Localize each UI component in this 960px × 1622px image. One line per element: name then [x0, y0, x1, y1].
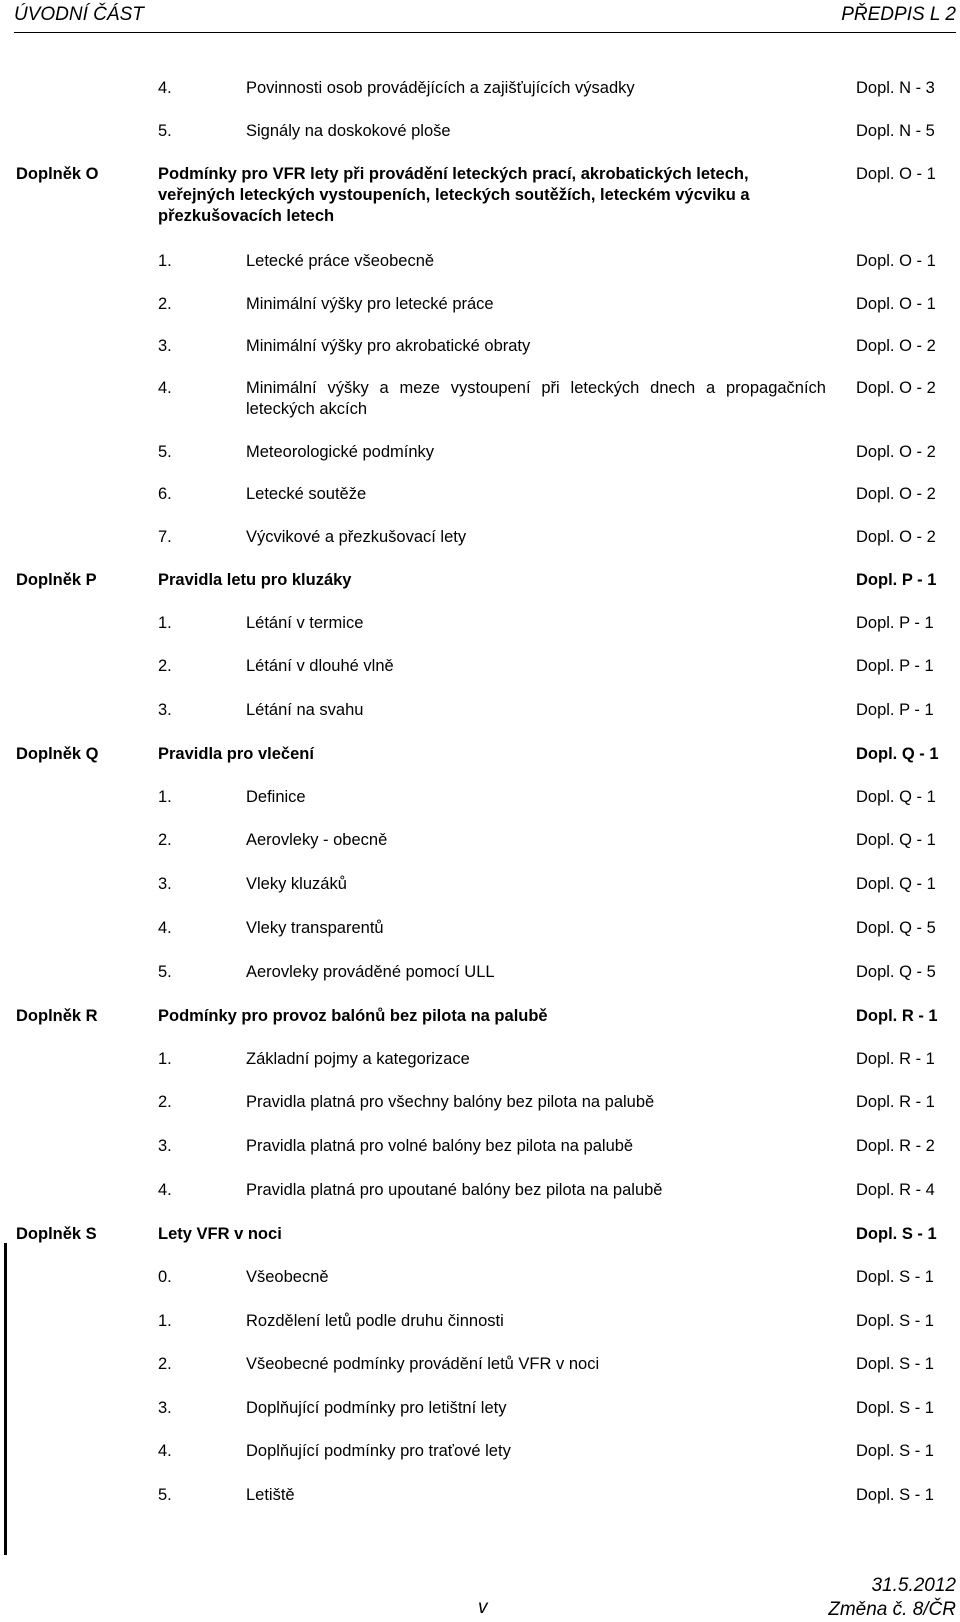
page-reference: Dopl. Q - 1	[856, 788, 936, 806]
page-reference: Dopl. O - 2	[856, 337, 936, 355]
page-reference: Dopl. Q - 1	[856, 831, 936, 849]
page-reference: Dopl. N - 3	[856, 79, 935, 97]
entry-number: 3.	[158, 1399, 172, 1417]
entry-title: Doplňující podmínky pro letištní lety	[246, 1399, 507, 1417]
entry-number: 1.	[158, 1050, 172, 1068]
page-reference: Dopl. S - 1	[856, 1486, 934, 1504]
page-reference: Dopl. Q - 1	[856, 745, 939, 763]
appendix-label: Doplněk O	[16, 165, 99, 183]
entry-number: 4.	[158, 1181, 172, 1199]
page-reference: Dopl. R - 1	[856, 1093, 935, 1111]
entry-number: 5.	[158, 122, 172, 140]
page-reference: Dopl. S - 1	[856, 1355, 934, 1373]
entry-number: 4.	[158, 919, 172, 937]
page-reference: Dopl. S - 1	[856, 1312, 934, 1330]
page-reference: Dopl. O - 2	[856, 443, 936, 461]
appendix-title: Lety VFR v noci	[158, 1225, 282, 1243]
page-reference: Dopl. S - 1	[856, 1268, 934, 1286]
entry-title: Vleky transparentů	[246, 919, 384, 937]
page-reference: Dopl. R - 2	[856, 1137, 935, 1155]
entry-title: Povinnosti osob provádějících a zajišťujících výsadky	[246, 79, 635, 97]
entry-title: Létání v dlouhé vlně	[246, 657, 394, 675]
page-reference: Dopl. S - 1	[856, 1225, 937, 1243]
appendix-title: Podmínky pro VFR lety při provádění leteckých prací, akrobatických letech, veřejných leteckých vystoupeních, leteckých soutěžích, leteckém výcviku a přezkušovacích letech	[158, 165, 750, 225]
page-reference: Dopl. O - 2	[856, 379, 936, 397]
appendix-title: Pravidla pro vlečení	[158, 745, 314, 763]
entry-number: 5.	[158, 963, 172, 981]
entry-title: Letiště	[246, 1486, 295, 1504]
entry-title: Létání na svahu	[246, 701, 364, 719]
page-reference: Dopl. O - 2	[856, 485, 936, 503]
entry-number: 2.	[158, 1355, 172, 1373]
entry-title: Pravidla platná pro upoutané balóny bez pilota na palubě	[246, 1181, 663, 1199]
entry-number: 3.	[158, 875, 172, 893]
appendix-title: Podmínky pro provoz balónů bez pilota na palubě	[158, 1007, 548, 1025]
page-reference: Dopl. P - 1	[856, 701, 934, 719]
entry-title: Všeobecné podmínky provádění letů VFR v noci	[246, 1355, 600, 1373]
entry-number: 2.	[158, 657, 172, 675]
page-reference: Dopl. P - 1	[856, 614, 934, 632]
page-reference: Dopl. R - 1	[856, 1007, 938, 1025]
entry-number: 0.	[158, 1268, 172, 1286]
entry-number: 2.	[158, 831, 172, 849]
entry-number: 3.	[158, 337, 172, 355]
entry-title: Rozdělení letů podle druhu činnosti	[246, 1312, 504, 1330]
page-reference: Dopl. P - 1	[856, 657, 934, 675]
entry-number: 3.	[158, 701, 172, 719]
header-rule	[14, 32, 956, 33]
entry-title: Minimální výšky pro akrobatické obraty	[246, 337, 531, 355]
page-reference: Dopl. R - 1	[856, 1050, 935, 1068]
page-reference: Dopl. P - 1	[856, 571, 937, 589]
entry-title: Aerovleky - obecně	[246, 831, 388, 849]
header-section-title: ÚVODNÍ ČÁST	[14, 4, 144, 25]
entry-title: Meteorologické podmínky	[246, 443, 435, 461]
appendix-label: Doplněk R	[16, 1007, 98, 1025]
page-number: v	[478, 1597, 488, 1618]
entry-title: Minimální výšky a meze vystoupení při leteckých dnech a propagačních leteckých akcích	[246, 379, 826, 418]
change-bar	[4, 1243, 7, 1555]
entry-number: 4.	[158, 79, 172, 97]
page-reference: Dopl. N - 5	[856, 122, 935, 140]
entry-number: 1.	[158, 1312, 172, 1330]
page-reference: Dopl. O - 2	[856, 528, 936, 546]
footer-change: Změna č. 8/ČR	[828, 1599, 956, 1620]
footer-date: 31.5.2012	[871, 1575, 956, 1596]
entry-title: Základní pojmy a kategorizace	[246, 1050, 470, 1068]
entry-number: 6.	[158, 485, 172, 503]
header-regulation-title: PŘEDPIS L 2	[841, 4, 956, 25]
page-reference: Dopl. O - 1	[856, 295, 936, 313]
entry-title: Létání v termice	[246, 614, 364, 632]
entry-title: Vleky kluzáků	[246, 875, 347, 893]
page-reference: Dopl. O - 1	[856, 252, 936, 270]
entry-number: 1.	[158, 614, 172, 632]
page-reference: Dopl. Q - 5	[856, 919, 936, 937]
page-reference: Dopl. R - 4	[856, 1181, 935, 1199]
entry-title: Letecké soutěže	[246, 485, 367, 503]
page-reference: Dopl. Q - 5	[856, 963, 936, 981]
appendix-label: Doplněk Q	[16, 745, 99, 763]
entry-number: 2.	[158, 1093, 172, 1111]
entry-title: Minimální výšky pro letecké práce	[246, 295, 494, 313]
entry-number: 1.	[158, 788, 172, 806]
entry-number: 4.	[158, 1442, 172, 1460]
entry-title: Všeobecně	[246, 1268, 329, 1286]
entry-number: 7.	[158, 528, 172, 546]
page-reference: Dopl. O - 1	[856, 165, 936, 183]
appendix-label: Doplněk P	[16, 571, 97, 589]
entry-title: Aerovleky prováděné pomocí ULL	[246, 963, 495, 981]
appendix-label: Doplněk S	[16, 1225, 97, 1243]
entry-number: 3.	[158, 1137, 172, 1155]
page-footer	[0, 1575, 960, 1622]
appendix-title: Pravidla letu pro kluzáky	[158, 571, 352, 589]
page-reference: Dopl. S - 1	[856, 1442, 934, 1460]
page-reference: Dopl. S - 1	[856, 1399, 934, 1417]
page-header	[14, 4, 956, 30]
entry-title: Letecké práce všeobecně	[246, 252, 435, 270]
entry-number: 5.	[158, 1486, 172, 1504]
entry-title: Výcvikové a přezkušovací lety	[246, 528, 467, 546]
entry-number: 1.	[158, 252, 172, 270]
entry-number: 2.	[158, 295, 172, 313]
entry-title: Doplňující podmínky pro traťové lety	[246, 1442, 511, 1460]
entry-title: Pravidla platná pro všechny balóny bez pilota na palubě	[246, 1093, 655, 1111]
entry-number: 4.	[158, 379, 172, 397]
entry-number: 5.	[158, 443, 172, 461]
entry-title: Signály na doskokové ploše	[246, 122, 451, 140]
entry-title: Definice	[246, 788, 306, 806]
entry-title: Pravidla platná pro volné balóny bez pilota na palubě	[246, 1137, 634, 1155]
page-reference: Dopl. Q - 1	[856, 875, 936, 893]
